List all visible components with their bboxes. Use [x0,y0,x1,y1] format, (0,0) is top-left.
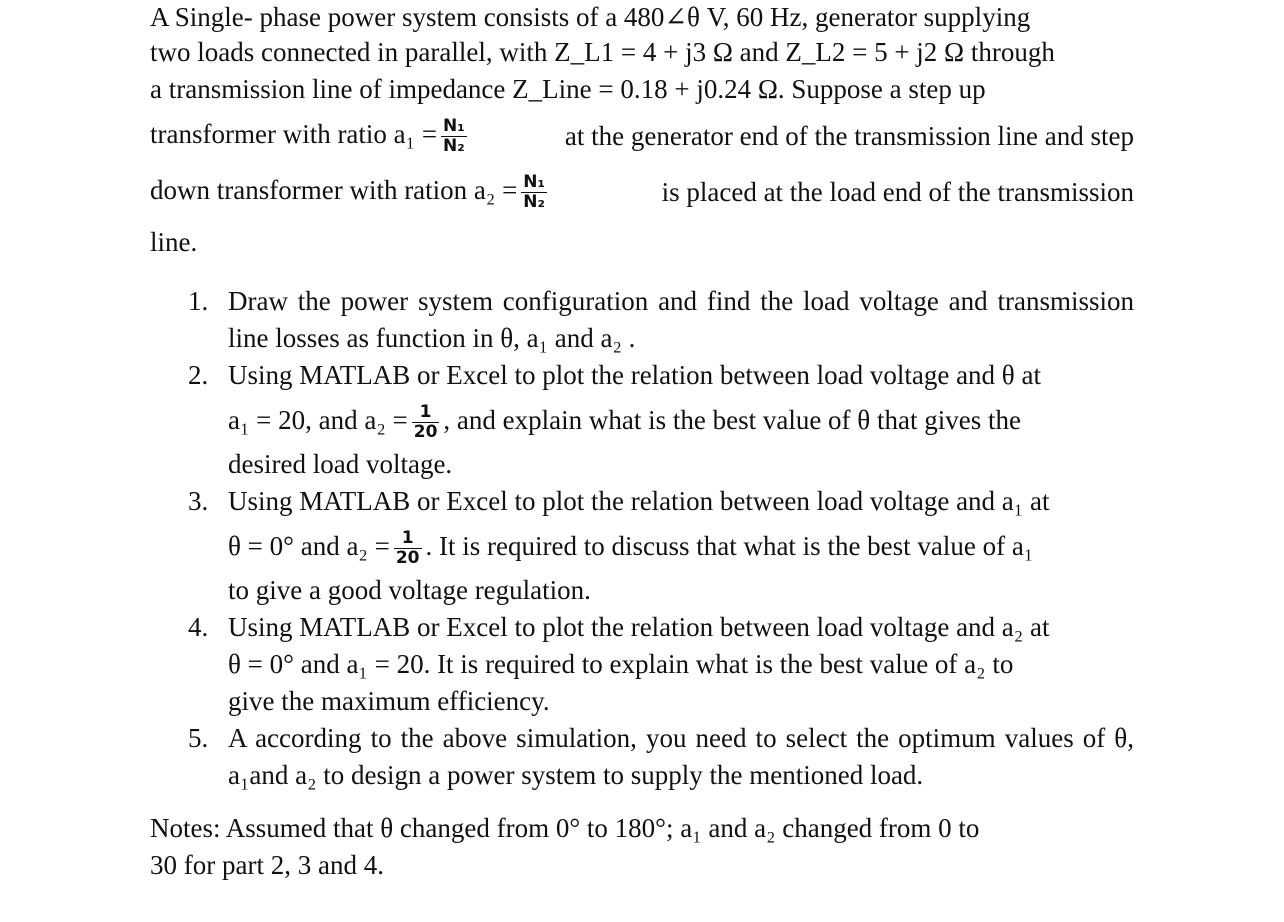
list-item-number: 3. [188,486,209,516]
statement-text-4: at the generator end of the transmission line and step [564,120,1134,151]
list-item-text: Using MATLAB or Excel to plot the relation between load voltage and θ at [228,360,1041,390]
list-item-text: θ = 0° and a₁ = 20. It is required to explain what is the best value of a₂ to [228,649,1014,679]
task-list [188,283,1134,794]
ratio-a2-fraction [521,173,547,212]
list-item [188,609,1134,720]
list-item-text: θ = 0° and a₂ = [228,531,390,561]
list-item-text: desired load voltage. [228,449,453,479]
statement-line-4 [150,108,1134,164]
fraction-numerator: 1 [412,403,440,423]
list-item-text: to give a good voltage regulation. [228,575,591,605]
notes [150,810,1134,884]
ratio-a1-label: transformer with ratio a₁ = [150,118,438,149]
fraction-denominator: 20 [395,548,420,569]
problem-statement [150,0,1134,261]
list-item-number: 2. [188,360,209,390]
fraction [394,529,422,568]
statement-line-5 [150,164,1134,220]
fraction-numerator: N₁ [443,116,465,137]
statement-text-3: a transmission line of impedance Z_Line = 0.18 + j0.24 Ω. Suppose a step up [150,74,986,104]
fraction-denominator: N₂ [523,192,545,213]
list-item-text: Using MATLAB or Excel to plot the relation between load voltage and a₁ at [228,486,1050,516]
list-item-text: Using MATLAB or Excel to plot the relation between load voltage and a₂ at [228,612,1050,642]
list-item [188,283,1134,357]
list-item-text: Draw the power system configuration and find the load voltage and transmission line losses as function in θ, a₁ and a₂ . [228,286,1134,353]
fraction-numerator: N₁ [523,172,545,193]
list-item [188,483,1134,609]
statement-text-6: line. [150,227,198,257]
list-item-text: , and explain what is the best value of θ that gives the [443,405,1021,435]
document-page [150,0,1134,884]
statement-text-5: is placed at the load end of the transmission [661,176,1134,207]
statement-line-3 [150,71,1134,108]
list-item-text: A according to the above simulation, you need to select the optimum values of θ, a₁and a₂ to design a power system to supply the mentioned load. [228,723,1134,790]
fraction-denominator: N₂ [443,136,465,157]
list-item-number: 5. [188,723,209,753]
fraction-denominator: 20 [413,422,438,443]
list-item [188,357,1134,483]
statement-line-1 [150,0,1134,34]
fraction [412,403,440,442]
list-item-number: 1. [188,286,209,316]
list-item-text: . It is required to discuss that what is the best value of a₁ [425,531,1034,561]
statement-text-1: A Single- phase power system consists of a 480∠θ V, 60 Hz, generator supplying [150,1,1031,32]
ratio-a1-fraction [441,117,467,156]
statement-line-6 [150,224,1134,261]
statement-line-2 [150,34,1134,71]
list-item [188,720,1134,794]
statement-text-2: two loads connected in parallel, with Z_L1 = 4 + j3 Ω and Z_L2 = 5 + j2 Ω through [150,37,1055,67]
ratio-a2-label: down transformer with ration a₂ = [150,174,518,205]
list-item-number: 4. [188,612,209,642]
list-item-text: a₁ = 20, and a₂ = [228,405,408,435]
fraction-numerator: 1 [394,529,422,549]
notes-line-1: Notes: Assumed that θ changed from 0° to 180°; a₁ and a₂ changed from 0 to [150,813,980,843]
notes-line-2: 30 for part 2, 3 and 4. [150,850,384,880]
list-item-text: give the maximum efficiency. [228,686,550,716]
